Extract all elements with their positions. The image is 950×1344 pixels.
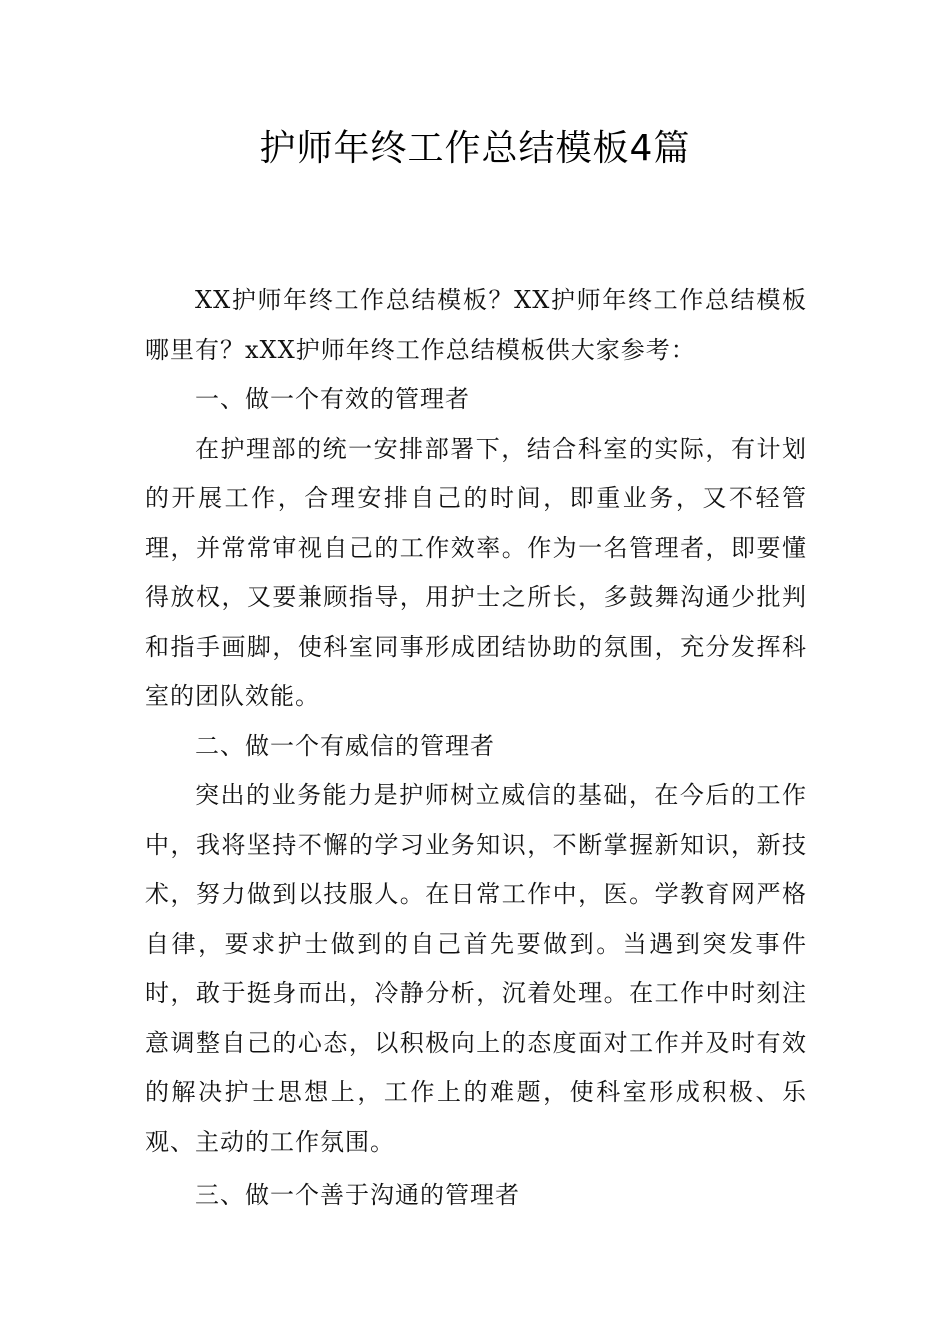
- section-heading-2: 二、做一个有威信的管理者: [195, 731, 495, 760]
- section-paragraph-2: 突出的业务能力是护师树立威信的基础，在今后的工作中，我将坚持不懈的学习业务知识，不断掌握新知识，新技术，努力做到以技服人。在日常工作中，医。学教育网严格自律，要求护士做到的自己首先要做到。当遇到突发事件时，敢于挺身而出，冷静分析，沉着处理。在工作中时刻注意调整自己的心态，以积极向上的态度面对工作并及时有效的解决护士思想上，工作上的难题，使科室形成积极、乐观、主动的工作氛围。: [145, 781, 807, 1156]
- intro-paragraph: XX护师年终工作总结模板？XX护师年终工作总结模板哪里有？xXX护师年终工作总结模板供大家参考：: [145, 286, 807, 364]
- section-heading-1: 一、做一个有效的管理者: [195, 385, 470, 413]
- document-body: [145, 276, 807, 1221]
- section-paragraph-1: 在护理部的统一安排部署下，结合科室的实际，有计划的开展工作，合理安排自己的时间，即重业务，又不轻管理，并常常审视自己的工作效率。作为一名管理者，即要懂得放权，又要兼顾指导，用护士之所长，多鼓舞沟通少批判和指手画脚，使科室同事形成团结协助的氛围，充分发挥科室的团队效能。: [145, 434, 807, 710]
- page-title: 护师年终工作总结模板4篇: [259, 128, 691, 169]
- section-heading-3: 三、做一个善于沟通的管理者: [195, 1181, 520, 1209]
